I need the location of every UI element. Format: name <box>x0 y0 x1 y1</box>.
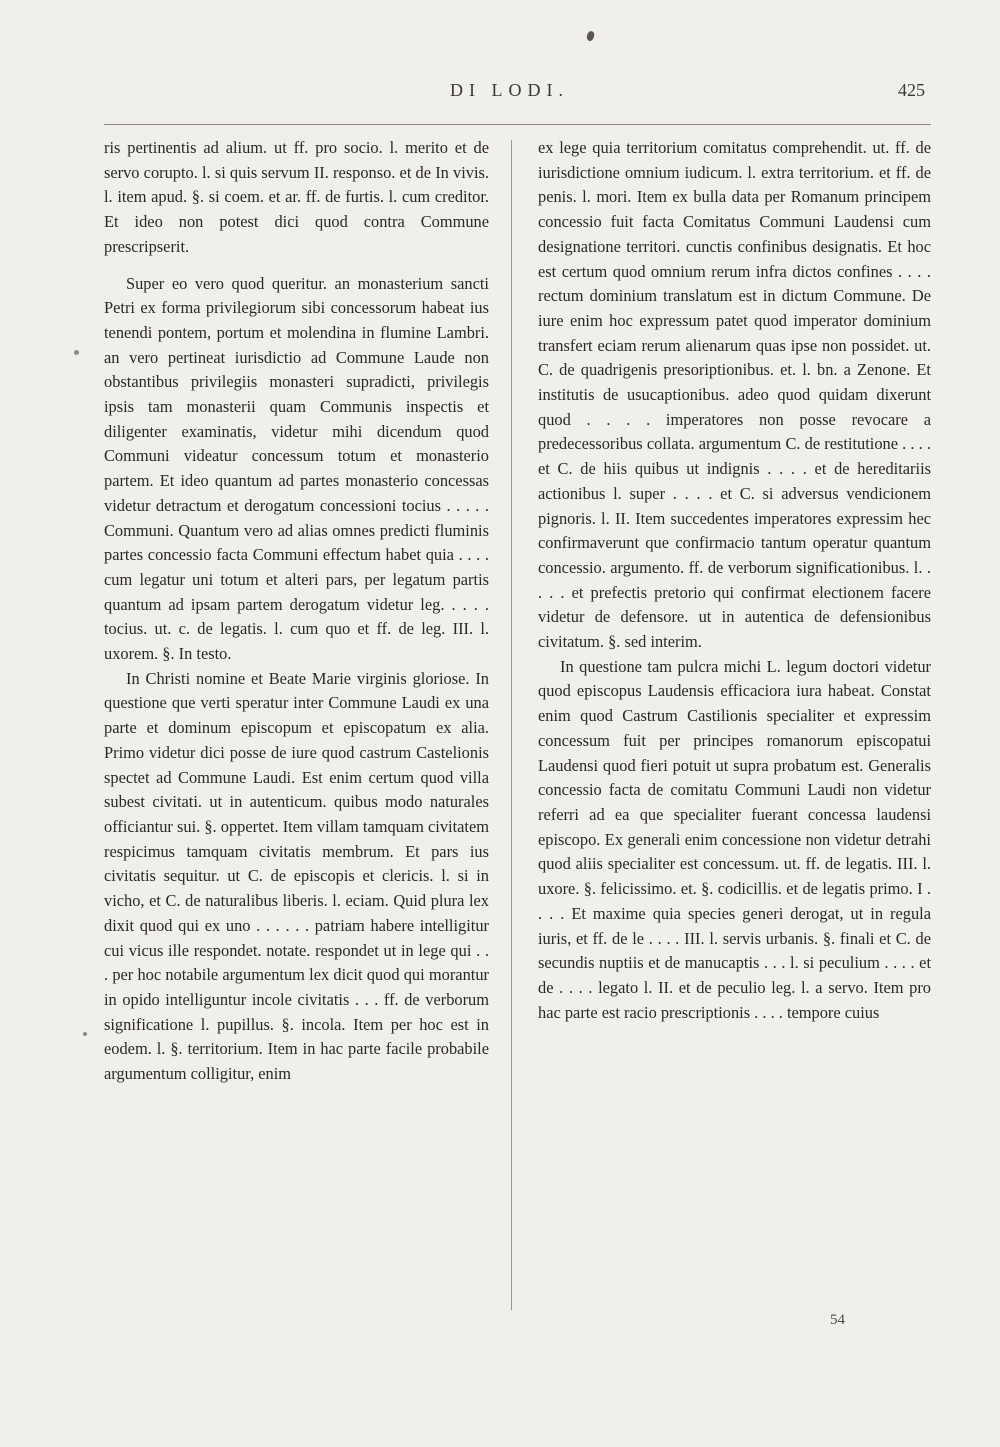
paragraph: ex lege quia territorium comitatus comprehendit. ut. ff. de iurisdictione omnium iudicum. l. extra territorium. et ff. de penis. l. mori. Item ex bulla data per Romanum principem concessio fuit facta Comitatus Communi Laudensi cum designatione territori. cunctis confinibus designatis. Et hoc est certum quod omnium rerum infra dictos confines . . . . rectum dominium translatum est in dictum Commune. De iure enim hoc expressum patet quod imperator dominium transfert eciam rerum alienarum quas ipse non possidet. ut. C. de quadrigenis presoriptionibus. et. l. bn. a Zenone. Et institutis de usucaptionibus. adeo quod quidam dixerunt quod . . . . imperatores non posse revocare a predecessoribus collata. argumentum C. de restitutione . . . . et C. de hiis quibus ut indignis . . . . et de hereditariis actionibus l. super . . . . et C. si adversus vendicionem pignoris. l. II. Item succedentes imperatores expressim hec confirmaverunt que confirmacio tantum operatur quantum concessio. argumento. ff. de verborum significationibus. l. . . . . et prefectis pretorio qui confirmat electionem facere videtur de defensore. ut in autentica de defensionibus civitatum. §. sed interim. <box>538 138 931 652</box>
left-column <box>104 136 489 1087</box>
paragraph: In Christi nomine et Beate Marie virginis gloriose. In questione que verti speratur inter Commune Laudi ex una parte et dominum episcopum et episcopatum ex alia. Primo videtur dici posse de iure quod castrum Castelionis spectet ad Commune Laudi. Est enim certum quod villa subest civitati. ut in autenticum. quibus modo naturales officiantur sui. §. oppertet. Item villam tamquam civitatem respicimus tamquam civitatis membrum. Et pars ius civitatis sequitur. ut C. de episcopis et clericis. l. si in vicho, et C. de naturalibus liberis. l. eciam. Quid plura lex dixit quod qui ex uno . . . . . . patriam habere intelligitur cui vicus ille respondet. notate. respondet ut in lege qui . . . per hoc notabile argumentum lex dicit quod qui morantur in opido intelliguntur incole civitatis . . . ff. de verborum significatione l. pupillus. §. incola. Item per hoc est in eodem. l. §. territorium. Item in hac parte facile probabile argumentum colligitur, enim <box>104 668 489 1084</box>
paragraph: In questione tam pulcra michi L. legum doctori videtur quod episcopus Laudensis efficaciora iura habeat. Constat enim quod Castrum Castilionis specialiter et expressim concessum fuit per principes romanorum episcopatui Laudensi quod fieri potuit ut supra probatum est. Generalis concessio facta de comitatu Communi Laudi non videtur referri ad ea que specialiter fuerant concessa laudensi episcopo. Ex generali enim concessione non videtur detrahi quod aliis specialiter est concessum. ut. ff. de legatis. III. l. uxore. §. felicissimo. et. §. codicillis. et de legatis primo. I . . . . Et maxime quia species generi derogat, ut in regula iuris, et ff. de le . . . . III. l. servis urbanis. §. finali et C. de secundis nuptiis et de manucaptis . . . l. si peculium . . . . et de . . . . legato l. II. et de peculio leg. l. a servo. Item pro hac parte est racio prescriptionis . . . . tempore cuius <box>538 656 931 1022</box>
margin-mark <box>74 350 79 355</box>
running-title: DI LODI. <box>450 80 569 100</box>
signature-mark: 54 <box>830 1312 845 1328</box>
ink-spot <box>586 30 596 42</box>
margin-mark <box>83 1032 87 1036</box>
header-rule <box>104 124 931 125</box>
right-column <box>538 136 931 1025</box>
paragraph: Super eo vero quod queritur. an monasterium sancti Petri ex forma privilegiorum sibi concessorum habeat ius tenendi pontem, portum et molendina in flumine Lambri. an vero pertineat iurisdictio ad Commune Laude non obstantibus privilegiis monasteri supradicti, privilegis ipsis tam monasterii quam Communis inspectis et diligenter examinatis, videtur mihi dicendum quod Communi videatur concessum totum et monasterio partem. Et ideo quantum ad partes monasterio concessas videtur detractum et derogatum concessioni tocius . . . . . Communi. Quantum vero ad alias omnes predicti fluminis partes concessio facta Communi effectum habet quia . . . . cum legatur uni totum et alteri pars, per legatum partis quantum ad ipsam partem derogatum videtur leg. . . . . tocius. ut. c. de legatis. l. cum quo et ff. de leg. III. l. uxorem. §. In testo. <box>104 273 489 664</box>
paragraph: ris pertinentis ad alium. ut ff. pro socio. l. merito et de servo corupto. l. si quis servum II. responso. et de In vivis. l. item apud. §. si coem. et ar. ff. de furtis. l. cum creditor. Et ideo non potest dici quod contra Commune prescripserit. <box>104 138 489 256</box>
column-divider <box>511 140 512 1310</box>
page-number: 425 <box>898 80 925 100</box>
running-head <box>0 80 1000 110</box>
